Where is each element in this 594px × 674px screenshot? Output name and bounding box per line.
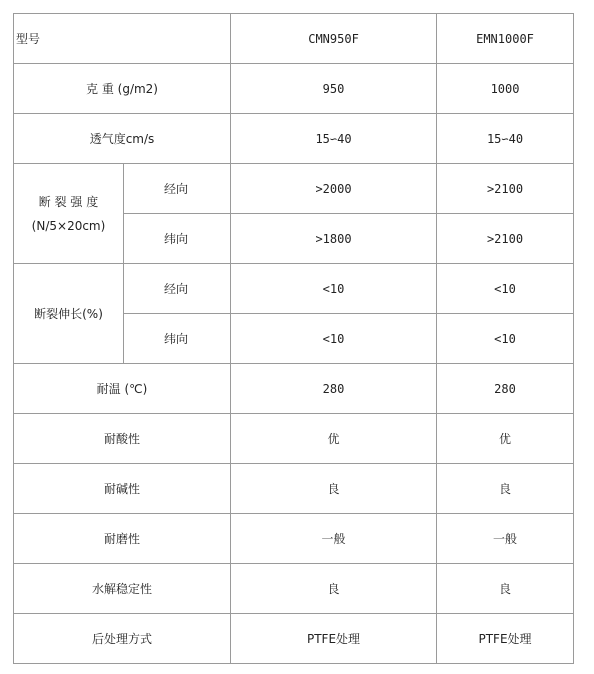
strength-label-line2: (N/5×20cm) xyxy=(31,218,106,233)
cell-value: 优 xyxy=(437,414,574,464)
table-row xyxy=(14,564,574,614)
cell-value: <10 xyxy=(231,264,437,314)
cell-value: 1000 xyxy=(437,64,574,114)
sub-label: 经向 xyxy=(124,264,231,314)
sub-label: 经向 xyxy=(124,164,231,214)
cell-value: >2000 xyxy=(231,164,437,214)
cell-value: 15∽40 xyxy=(437,114,574,164)
table-row xyxy=(14,64,574,114)
row-label: 克 重 (g/m2) xyxy=(14,64,231,114)
cell-value: >2100 xyxy=(437,214,574,264)
cell-value: 15∽40 xyxy=(231,114,437,164)
model-cmn950f: CMN950F xyxy=(231,14,437,64)
sub-label: 纬向 xyxy=(124,314,231,364)
row-label: 耐温 (℃) xyxy=(14,364,231,414)
cell-value: 280 xyxy=(437,364,574,414)
cell-value: <10 xyxy=(437,264,574,314)
cell-value: 良 xyxy=(437,564,574,614)
cell-value: 良 xyxy=(231,464,437,514)
cell-value: <10 xyxy=(231,314,437,364)
row-label: 耐酸性 xyxy=(14,414,231,464)
table-row xyxy=(14,514,574,564)
table-row xyxy=(14,464,574,514)
cell-value: <10 xyxy=(437,314,574,364)
cell-value: PTFE处理 xyxy=(437,614,574,664)
table-row xyxy=(14,614,574,664)
sub-label: 纬向 xyxy=(124,214,231,264)
cell-value: 优 xyxy=(231,414,437,464)
cell-value: 良 xyxy=(231,564,437,614)
model-emn1000f: EMN1000F xyxy=(437,14,574,64)
row-label: 耐磨性 xyxy=(14,514,231,564)
cell-value: >2100 xyxy=(437,164,574,214)
table-row xyxy=(14,364,574,414)
cell-value: 280 xyxy=(231,364,437,414)
group-label-strength xyxy=(14,164,124,264)
cell-value: >1800 xyxy=(231,214,437,264)
table-row xyxy=(14,414,574,464)
cell-value: 一般 xyxy=(437,514,574,564)
cell-value: PTFE处理 xyxy=(231,614,437,664)
cell-value: 950 xyxy=(231,64,437,114)
spec-table xyxy=(13,13,574,664)
row-label: 透气度cm/s xyxy=(14,114,231,164)
row-label: 耐碱性 xyxy=(14,464,231,514)
cell-value: 良 xyxy=(437,464,574,514)
table-row xyxy=(14,114,574,164)
model-label: 型号 xyxy=(14,14,231,64)
row-label: 水解稳定性 xyxy=(14,564,231,614)
group-label-elongation: 断裂伸长(%) xyxy=(14,264,124,364)
table-row xyxy=(14,164,574,214)
table-row xyxy=(14,264,574,314)
strength-label-line1: 断 裂 强 度 xyxy=(38,194,99,209)
table-header-row xyxy=(14,14,574,64)
cell-value: 一般 xyxy=(231,514,437,564)
row-label: 后处理方式 xyxy=(14,614,231,664)
